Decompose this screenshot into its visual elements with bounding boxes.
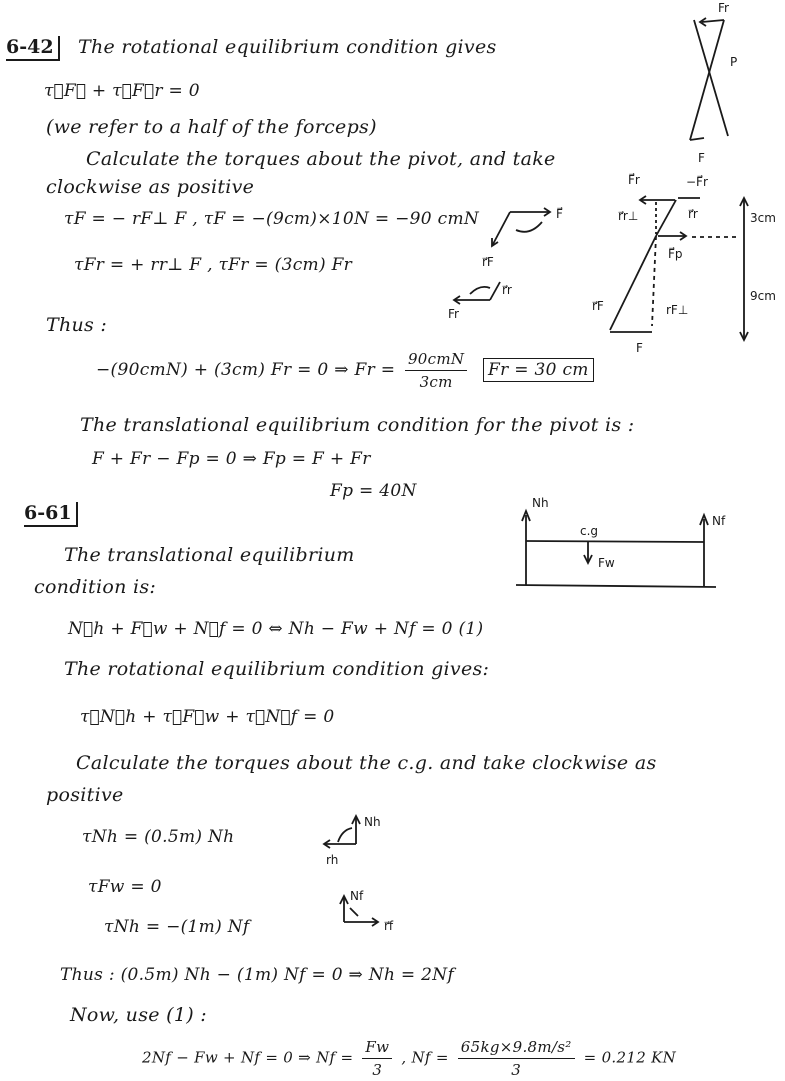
nh-torque-sketch [316, 812, 406, 872]
p661-frac1-num: Fw [362, 1036, 392, 1059]
p661-intro-1: The translational equilibrium [64, 544, 355, 566]
p642-instruction-1: Calculate the torques about the pivot, and take [86, 148, 556, 170]
pivot-diagram [580, 140, 785, 390]
rotation-arc-icon [516, 222, 542, 232]
nf-sketch-label-r: r⃗f [384, 919, 394, 933]
vec-label-rf: r⃗F [482, 255, 494, 269]
p661-torque-sum-eq: τ⃗N⃗h + τ⃗F⃗w + τ⃗N⃗f = 0 [80, 707, 335, 727]
p642-tau-f-eq: τF = − rF⊥ F , τF = −(9cm)×10N = −90 cmN [64, 209, 480, 229]
p642-thus-eq [96, 348, 594, 393]
rr-vector [490, 282, 500, 300]
forceps-label-p: P [730, 55, 738, 69]
p642-instruction-2: clockwise as positive [46, 176, 255, 198]
rf-perp-dashed [652, 236, 656, 326]
p642-note: (we refer to a half of the forceps) [46, 116, 377, 138]
p642-fp-result: Fp = 40N [330, 481, 417, 501]
pivot-label-rr-perp: r⃗r⊥ [618, 209, 639, 223]
p661-frac2-den: 3 [511, 1061, 522, 1079]
vec-label-f: F⃗ [556, 207, 563, 221]
forceps-label-fr: Fr [718, 1, 729, 15]
p661-now-line: Now, use (1) : [70, 1004, 207, 1026]
nf-sketch-label-n: Nf [350, 889, 364, 903]
pivot-label-rf-perp: rF⊥ [666, 303, 689, 317]
p661-frac-2 [458, 1036, 575, 1081]
forceps-arm-1 [694, 20, 728, 136]
rotation-arc-icon [338, 828, 352, 842]
p642-translational-eq: F + Fr − Fp = 0 ⇒ Fp = F + Fr [92, 449, 371, 469]
p642-thus-eq-text: −(90cmN) + (3cm) Fr = 0 ⇒ Fr = [96, 360, 396, 380]
p642-fraction [405, 348, 467, 393]
p661-instruction-2: positive [46, 784, 124, 806]
nh-sketch-label-n: Nh [364, 815, 381, 829]
p642-frac-den: 3cm [419, 373, 453, 391]
nf-torque-sketch [340, 886, 430, 946]
forceps-arm-2 [690, 20, 724, 140]
rr-line [656, 200, 676, 236]
beam-line [526, 541, 704, 542]
p661-final-eq-a: 2Nf − Fw + Nf = 0 ⇒ Nf = [142, 1048, 354, 1067]
nh-sketch-label-r: rh [326, 853, 339, 867]
vec-label-rr: r⃗r [502, 283, 512, 297]
p661-tau-nh-eq: τNh = (0.5m) Nh [82, 827, 235, 847]
p642-translational-intro: The translational equilibrium condition for the pivot is : [80, 414, 635, 436]
pivot-dim-bottom: 9cm [750, 289, 776, 303]
p642-tau-fr-eq: τFr = + rr⊥ F , τFr = (3cm) Fr [74, 255, 353, 275]
beam-label-cg: c.g [580, 524, 599, 538]
rotation-arc-2-icon [470, 287, 490, 294]
beam-label-nf: Nf [712, 514, 726, 528]
p661-final-eq-b: , Nf = [401, 1048, 449, 1067]
pivot-label-neg-fr: −F⃗r [686, 175, 708, 189]
pivot-label-f: F [636, 341, 643, 355]
p661-rot-intro: The rotational equilibrium condition gives: [64, 658, 490, 680]
p642-thus-label: Thus : [46, 314, 108, 336]
p661-frac2-num: 65kg×9.8m/s² [458, 1036, 575, 1059]
p661-intro-2: condition is: [34, 576, 157, 598]
floor-line [516, 585, 716, 587]
p661-final-result: = 0.212 KN [583, 1048, 677, 1067]
p661-translational-eq: N⃗h + F⃗w + N⃗f = 0 ⇔ Nh − Fw + Nf = 0 (1) [68, 619, 484, 639]
rotation-mark-icon [350, 908, 358, 916]
forceps-diagram [680, 0, 785, 165]
problem-6-42-tag: 6-42 [6, 36, 60, 61]
torque-vectors-diagram [430, 200, 580, 320]
beam-label-nh: Nh [532, 496, 549, 510]
p642-frac-num: 90cmN [405, 348, 467, 371]
p642-torque-sum-eq: τ⃗F⃗ + τ⃗F⃗r = 0 [44, 81, 200, 101]
fr-arrow [702, 20, 724, 22]
p642-boxed-result: Fr = 30 cm [483, 358, 594, 382]
pivot-label-rf: r⃗F [592, 299, 604, 313]
p661-tau-fw-eq: τFw = 0 [88, 877, 162, 897]
rf-vector [492, 212, 510, 246]
p642-intro: The rotational equilibrium condition gives [78, 36, 497, 58]
beam-label-fw: Fw [598, 556, 615, 570]
rf-line [610, 236, 656, 330]
forceps-label-f: F [698, 151, 705, 165]
pivot-dim-top: 3cm [750, 211, 776, 225]
pivot-label-fp: F⃗p [668, 247, 683, 261]
p661-frac-1 [362, 1036, 392, 1081]
p661-frac1-den: 3 [372, 1061, 383, 1079]
pivot-label-fr: F⃗r [628, 173, 640, 187]
p661-thus-line: Thus : (0.5m) Nh − (1m) Nf = 0 ⇒ Nh = 2Nf [60, 965, 455, 985]
beam-diagram [510, 495, 760, 595]
problem-6-61-tag: 6-61 [24, 502, 78, 527]
pivot-label-rr: r⃗r [688, 207, 698, 221]
p661-final-eq [142, 1036, 676, 1081]
p661-instruction-1: Calculate the torques about the c.g. and take clockwise as [76, 752, 657, 774]
p661-tau-nf-eq: τNh = −(1m) Nf [104, 917, 250, 937]
vec-label-fr: Fr [448, 307, 459, 321]
